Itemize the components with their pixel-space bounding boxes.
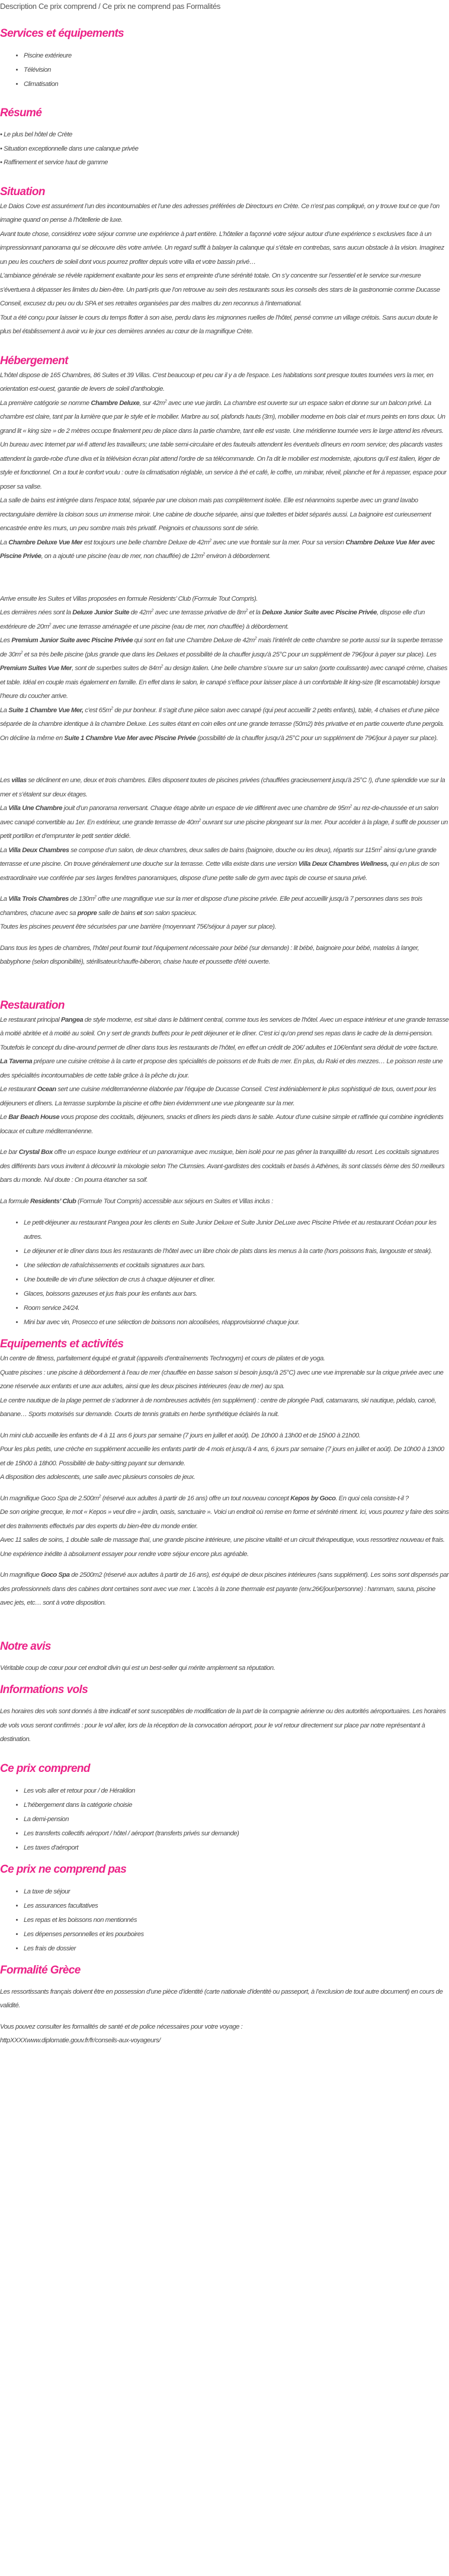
restauration-paragraph: La Taverna prépare une cuisine crétoise à la carte et propose des spécialités de poissons et de fruits de mer. En plus, du Raki et des mezzes… Le poisson reste une des spécialités incontournables de cette table grâce à la pêche du jour. — [0, 1058, 443, 1079]
resume-item: • Situation exceptionnelle dans une calanque privée — [0, 145, 139, 152]
vols-text: Les horaires des vols sont donnés à titre indicatif et sont susceptibles de modification de la part de la compagnie aérienne ou des autorités aéroportuaires. Les horaires de vols vous seront confirmés : pour le vol aller, lors de la réception de la convocation aéroport, pour le vol retour directement sur place par notre représentant à destination. — [0, 1708, 446, 1743]
restauration-paragraph: Le Bar Beach House vous propose des cocktails, déjeuners, snacks et dîners les pieds dans le sable. Autour d’une cuisine simple et raffinée qui combine ingrédients locaux et culture méditerranéenne. — [0, 1114, 444, 1135]
equipements-paragraph: Un magnifique Goco Spa de 2500m2 (réservé aux adultes à partir de 16 ans), est équipé de deux piscines intérieures (sans supplément). Les soins sont dispensés par des professionnels dans des cabines dont certaines sont avec vue mer. L'accès à la zone thermale est payante (env.26€/jour/personne) : hammam, sauna, piscine avec jets, etc… sont à votre disposition. — [0, 1571, 449, 1606]
spacer — [0, 2013, 449, 2020]
list-item: • Les repas et les boissons non mentionnés — [24, 1913, 449, 1927]
equipements-paragraph: Quatre piscines : une piscine à débordement à l’eau de mer (chauffée en basse saison si besoin jusqu'à 25°C) avec une vue imprenable sur la crique privée avec une zone réservée aux enfants et une aux adultes, ainsi que les deux piscines intérieures (eau de mer) au spa. — [0, 1369, 444, 1390]
list-item: • Une bouteille de vin d’une sélection de crus à chaque déjeuner et dîner. — [24, 1273, 449, 1287]
spacer — [0, 12, 449, 26]
spacer — [0, 1188, 449, 1195]
list-item: • Les dépenses personnelles et les pourboires — [24, 1927, 449, 1941]
vols-heading: Informations vols — [0, 1684, 88, 1696]
situation-paragraph: Le Daios Cove est assurément l’un des incontournables et l’une des adresses préférées de Directours en Crète. Ce n’est pas compliqué, on y trouve tout ce que l’on imagine quand on pense à l’hôtellerie de luxe. — [0, 202, 440, 224]
list-item: • Les vols aller et retour pour / de Héraklion — [24, 1784, 449, 1798]
hebergement-paragraph: La Villa Une Chambre jouit d’un panorama renversant. Chaque étage abrite un espace de vie différent avec une chambre de $95m^2$ au rez-de-chaussée et un salon avec canapé convertible au 1er. En extérieur, une grande terrasse de $40m^2$ ouvrant sur une piscine plongeant sur la mer. Pour accéder à la plage, il suffit de pousser un petit portillon et d’emprunter le petit sentier dédié. — [0, 804, 448, 840]
resume-item: • Raffinement et service haut de gamme — [0, 159, 108, 166]
situation-heading: Situation — [0, 185, 45, 198]
list-item: • Le petit-déjeuner au restaurant Pangea pour les clients en Suite Junior Deluxe et Suite Junior DeLuxe avec Piscine Privée et au restaurant Océan pour les autres. — [24, 1216, 449, 1244]
restauration-heading: Restauration — [0, 999, 65, 1012]
equipements-paragraph: Un mini club accueille les enfants de 4 à 11 ans 6 jours par semaine (7 jours en juillet et août). De 10h00 à 13h00 et de 15h00 à 21h00. — [0, 1432, 361, 1439]
avis-heading: Notre avis — [0, 1640, 51, 1653]
list-item: • Les assurances facultatives — [24, 1899, 449, 1913]
hebergement-paragraph: La Villa Trois Chambres de $130m^2$ offre une magnifique vue sur la mer et dispose d’une piscine privée. Elle peut accueillir jusqu'à 7 personnes dans ses trois chambres, chacune avec sa propre salle de bains et son salon spacieux. — [0, 895, 422, 917]
spacer — [0, 1139, 449, 1146]
residents-club-list — [0, 1216, 449, 1330]
equipements-paragraph: De son origine grecque, le mot « Kepos » veut dire « jardin, oasis, sanctuaire ». Voici un endroit où remise en forme et sérénité riment. Ici, vous pourrez y faire des soins et des traitements effectués par des experts du bien-être du monde entier. — [0, 1509, 449, 1530]
resume-heading: Résumé — [0, 107, 42, 119]
spacer — [0, 1485, 449, 1492]
spacer — [0, 1978, 449, 1985]
hebergement-paragraph: Toutes les piscines peuvent être sécurisées par une barrière (moyennant 75€/séjour à payer sur place). — [0, 923, 277, 930]
spacer — [0, 1956, 449, 1963]
ne-comprend-heading: Ce prix ne comprend pas — [0, 1863, 127, 1876]
spacer — [0, 339, 449, 353]
equipements-paragraph: Avec 11 salles de soins, 1 double salle de massage thaï, une grande piscine intérieure, une piscine vitalité et un circuit thérapeutique, vous ressortirez nouveau et frais. Une expérience inédite à absolument essayer pour rendre votre séjour encore plus agréable. — [0, 1536, 445, 1558]
list-item: • Une sélection de rafraîchissements et cocktails signatures aux bars. — [24, 1258, 449, 1273]
services-list — [0, 49, 449, 91]
hebergement-paragraph: La Villa Deux Chambres se compose d’un salon, de deux chambres, deux salles de bains (baignoire, douche ou les deux), répartis sur $115m^2$ ainsi qu’une grande terrasse et une piscine. On trouve généralement une douche sur la terrasse. Cette villa existe dans une version Villa Deux Chambres Wellness, qui en plus de son extraordinaire vue conférée par ses larges fenêtres panoramiques, dispose d’une petite salle de gym avec tapis de course et sauna privé. — [0, 846, 440, 882]
nav-link-formalites[interactable]: Formalités — [186, 2, 221, 11]
restauration-paragraph: La formule Residents’ Club (Formule Tout Compris) accessible aux séjours en Suites et Villas inclus : — [0, 1197, 273, 1205]
spacer — [0, 1877, 449, 1885]
spacer — [0, 121, 449, 128]
spacer — [0, 1698, 449, 1705]
spacer — [0, 1654, 449, 1662]
equipements-paragraph: Un centre de fitness, parfaitement équipé et gratuit (appareils d’entraînements Technogym) et cours de pilates et de yoga. — [0, 1355, 325, 1362]
restauration-paragraph: Le restaurant Ocean sert une cuisine méditerranéenne élaborée par l’équipe de Ducasse Conseil. C'est indéniablement le plus sophistiqué de tous, ouvert pour les déjeuners et dîners. La terrasse surplombe la piscine et offre bien évidemment une vue plongeante sur la mer. — [0, 1086, 437, 1107]
hebergement-paragraph: Les villas se déclinent en une, deux et trois chambres. Elles disposent toutes de piscines privées (chauffées gracieusement jusqu'à 25°C !), d’une splendide vue sur la mer et s’étalent sur deux étages. — [0, 777, 445, 798]
hebergement-paragraph: Arrive ensuite les Suites et Villas proposées en formule Residents’ Club (Formule Tout Compris). — [0, 595, 258, 602]
nav-link-description[interactable]: Description — [0, 2, 37, 11]
hebergement-paragraph: La Suite 1 Chambre Vue Mer, c’est $65m^2$ de pur bonheur. Il s'agit d'une pièce salon avec canapé (qui peut accueillir 2 petits enfants), table, 4 chaises et d’une pièce séparée de la chambre identique à la chambre Deluxe. Les suites étant en coin elles ont une grande terrasse (50m2) très privative et en partie couverte d'une pergola. On décline la même en Suite 1 Chambre Vue Mer avec Piscine Privée (possibilité de la chauffer jusqu'à 25°C pour un supplément de 79€/jour à payer sur place). — [0, 706, 444, 742]
list-item: • La demi-pension — [24, 1812, 449, 1826]
list-item: • Télévision — [24, 63, 449, 77]
section-nav — [0, 0, 449, 12]
spacer — [0, 1777, 449, 1784]
comprend-heading: Ce prix comprend — [0, 1762, 90, 1775]
list-item: • Les frais de dossier — [24, 1941, 449, 1956]
list-item: • Les taxes d'aéroport — [24, 1841, 449, 1855]
list-item: • Le déjeuner et le dîner dans tous les restaurants de l’hôtel avec un libre choix de plats dans les menus à la carte (hors poissons frais, langouste et steak). — [24, 1244, 449, 1258]
spacer — [0, 1330, 449, 1337]
equipements-paragraph: Pour les plus petits, une crèche en supplément accueille les enfants partir de 4 mois et jusqu'à 4 ans, 6 jours par semaine (7 jours en juillet et août). De 10h00 à 13h00 et de 15h00 à 18h00. Possibilité de baby-sitting payant sur demande. — [0, 1446, 444, 1467]
hebergement-paragraph: La Chambre Deluxe Vue Mer est toujours une belle chambre Deluxe de $42m^2$ avec une vue frontale sur la mer. Pour sa version Chambre Deluxe Vue Mer avec Piscine Privée, on a ajouté une piscine (eau de mer, non chauffée) de $12m^2$ environ à débordement. — [0, 538, 435, 560]
spacer — [0, 1422, 449, 1429]
hebergement-paragraph: La première catégorie se nomme Chambre Deluxe, sur $42m^2$ avec une vue jardin. La chambre est ouverte sur un espace salon et donne sur un balcon privé. La chambre est claire, tant par la lumière que par le style et le mobilier. Marbre au sol, plafonds hauts (3m), mobilier moderne en bois clair et murs peints en tons doux. Un grand lit « king size » de 2 mètres occupe finalement peu de place dans la partie chambre, tant elle est vaste. Une méridienne tournée vers le large attend les rêveurs. Un bureau avec Internet par wi-fi attend les travailleurs; une table semi-circulaire et des fauteuils attendent les éventuels dîneurs en room service; des placards vastes attendent la garde-robe d'une diva et la télévision écran plat attend l'ordre de sa télécommande. On l'a dit le mobilier est moderniste, ajoutons qu'il est italien, léger de style et fonctionnel. On a tout le confort voulu : outre la climatisation réglable, un service à thé et café, le coffre, un minibar, réveil, planche et fer à repasser, espace pour poser sa valise. — [0, 398, 447, 490]
restauration-paragraph: Le bar Crystal Box offre un espace lounge extérieur et un panoramique avec musique, bien isolé pour ne pas gêner la tranquillité du resort. Les cocktails signatures des différents bars vous invitent à découvrir la mixologie selon The Clumsies. Avant-gardistes des cocktails et basés à Athènes, ils sont classés 6ème des 50 meilleurs bars du monde. Nul doute : On pourra étancher sa soif. — [0, 1149, 445, 1184]
hebergement-paragraph: La salle de bains est intégrée dans l'espace total, séparée par une cloison mais pas complètement isolée. Elle est néanmoins superbe avec un grand lavabo rectangulaire derrière la cloison sous un immense miroir. Une cabine de douche séparée, ainsi que toilettes et bidet séparés aussi. La baignoire est curieusement encastrée entre les murs, un peu sombre mais très privatif. Peignoirs et chaussons sont de série. — [0, 497, 431, 532]
formalite-heading: Formalité Grèce — [0, 1963, 81, 1976]
nav-link-prix[interactable]: Ce prix comprend / Ce prix ne comprend pas — [39, 2, 185, 11]
situation-paragraph: L’ambiance générale se révèle rapidement exaltante pour les sens et empreinte d’une sérénité totale. On s’y concentre sur l’essentiel et le service sur-mesure s’évertuera à dépasser les limites du bien-être. Un parti-pris que l’on retrouve au sein des restaurants sous les conseils des stars de la gastronomie comme Ducasse Conseil, excusez du peu ou du SPA et ses retraites organisées par des maîtres du zen reconnus à l’international. — [0, 272, 440, 307]
spacer — [0, 1855, 449, 1862]
comprend-list — [0, 1784, 449, 1855]
hebergement-heading: Hébergement — [0, 354, 68, 367]
hebergement-paragraph: Dans tous les types de chambres, l’hôtel peut fournir tout l’équipement nécessaire pour bébé (sur demande) : lit bébé, baignoire pour bébé, matelas à langer, babyphone (selon disponibilité), stérilisateur/chauffe-biberon, chaise haute et poussette d'été ouverte. — [0, 944, 419, 965]
hebergement-paragraph: Les dernières nées sont la Deluxe Junior Suite de $42m^2$ avec une terrasse privative de $8m^2$ et la Deluxe Junior Suite avec Piscine Privée, dispose elle d’un extérieure de $20m^2$ avec une terrasse aménagée et une piscine (eau de mer, non chauffée) à débordement. — [0, 608, 425, 630]
equipements-paragraph: A disposition des adolescents, une salle avec plusieurs consoles de jeux. — [0, 1474, 195, 1481]
ne-comprend-list — [0, 1885, 449, 1956]
resume-item: • Le plus bel hôtel de Crète — [0, 131, 72, 138]
services-heading: Services et équipements — [0, 27, 124, 40]
equipements-paragraph: Un magnifique Goco Spa de $2.500m^2$ (réservé aux adultes à partir de 16 ans) offre un tout nouveau concept Kepos by Goco. En quoi cela consiste-t-il ? — [0, 1494, 409, 1502]
spacer — [0, 1611, 449, 1639]
spacer — [0, 1747, 449, 1761]
list-item: • L'hébergement dans la catégorie choisie — [24, 1798, 449, 1812]
equipements-heading: Equipements et activités — [0, 1338, 124, 1350]
spacer — [0, 745, 449, 774]
list-item: • Room service 24/24. — [24, 1301, 449, 1315]
spacer — [0, 564, 449, 592]
situation-paragraph: Avant toute chose, considérez votre séjour comme une expérience à part entière. L’hôtelier a façonné votre séjour autour d’une expérience s exclusives face à un impressionnant panorama qui se découvre dès votre arrivée. Un regard suffit à balayer la calanque qui s’étale en contrebas, sans aucun obstacle à la vision. Imaginez un peu les couchers de soleil dont vous pourrez profiter depuis votre villa et votre bassin privé… — [0, 230, 444, 266]
spacer — [0, 935, 449, 942]
formalite-link: httpXXXXwww.diplomatie.gouv.fr/fr/conseils-aux-voyageurs/ — [0, 2037, 161, 2044]
hebergement-paragraph: Les Premium Junior Suite avec Piscine Privée qui sont en fait une Chambre Deluxe de $42m^2$ mais l’intérêt de cette chambre se porte aussi sur la superbe terrasse de $30m^2$ et sa très belle piscine (plus grande que dans les Deluxes et possibilité de la chauffer jusqu'à 25°C pour un supplément de 79€/jour à payer sur place). Les Premium Suites Vue Mer, sont de superbes suites de $84m^2$ au design italien. Une belle chambre s’ouvre sur un salon (porte coulissante) avec canapé crème, chaises et table. Idéal en couple mais également en famille. En effet dans le salon, le canapé s’efface pour laisser place à un confortable lit king-size (lit escamotable) lorsque l’heure du coucher arrive. — [0, 636, 448, 700]
spacer — [0, 1675, 449, 1682]
situation-paragraph: Tout a été conçu pour laisser le cours du temps flotter à son aise, perdu dans les mignonnes ruelles de l’hôtel, pensé comme un village crétois. Sans aucun doute le plus bel établissement à avoir vu le jour ces dernières années au cœur de la magnifique Crète. — [0, 314, 438, 335]
formalite-paragraph: Vous pouvez consulter les formalités de santé et de police nécessaires pour votre voyage : — [0, 2023, 243, 2030]
restauration-paragraph: Le restaurant principal Pangea de style moderne, est situé dans le bâtiment central, comme tous les services de l'hôtel. Avec un espace intérieur et une grande terrasse à moitié abritée et à moitié au soleil. On y sert de grands buffets pour le petit déjeuner et le dîner. C'est ici qu'on prend ses repas dans le cadre de la demi-pension. Toutefois le concept du dine-around permet de dîner dans tous les restaurants de l’hôtel, en effet un crédit de 20€/ adultes et 10€/enfant sera déduit de votre facture. — [0, 1016, 449, 1051]
list-item: • Climatisation — [24, 77, 449, 91]
spacer — [0, 170, 449, 184]
avis-text: Véritable coup de cœur pour cet endroit divin qui est un best-seller qui mérite amplement sa réputation. — [0, 1664, 275, 1672]
spacer — [0, 1561, 449, 1568]
list-item: • La taxe de séjour — [24, 1885, 449, 1899]
equipements-paragraph: Le centre nautique de la plage permet de s’adonner à de nombreuses activités (en supplément) : centre de plongée Padi, catamarans, ski nautique, pédalo, canoë, banane… Sports motorisés sur demande. Courts de tennis gratuits en herbe synthétique éclairés la nuit. — [0, 1397, 437, 1418]
spacer — [0, 91, 449, 106]
list-item: • Glaces, boissons gazeuses et jus frais pour les enfants aux bars. — [24, 1287, 449, 1301]
list-item: • Les transferts collectifs aéroport / hôtel / aéroport (transferts privés sur demande) — [24, 1826, 449, 1841]
list-item: • Piscine extérieure — [24, 49, 449, 63]
formalite-paragraph: Les ressortissants français doivent être en possession d’une pièce d’identité (carte nationale d’identité ou passeport, à l’exclusion de tout autre document) en cours de validité. — [0, 1988, 443, 2009]
spacer — [0, 970, 449, 998]
spacer — [0, 1209, 449, 1216]
spacer — [0, 885, 449, 892]
hebergement-paragraph: L'hôtel dispose de 165 Chambres, 86 Suites et 39 Villas. C'est beaucoup et peu car il y a de l'espace. Les habitations sont presque toutes tournées vers la mer, en orientation est-ouest, garantie de levers de soleil d'anthologie. — [0, 371, 434, 393]
spacer — [0, 42, 449, 49]
list-item: • Mini bar avec vin, Prosecco et une sélection de boissons non alcoolisées, réapprovisionné chaque jour. — [24, 1315, 449, 1330]
